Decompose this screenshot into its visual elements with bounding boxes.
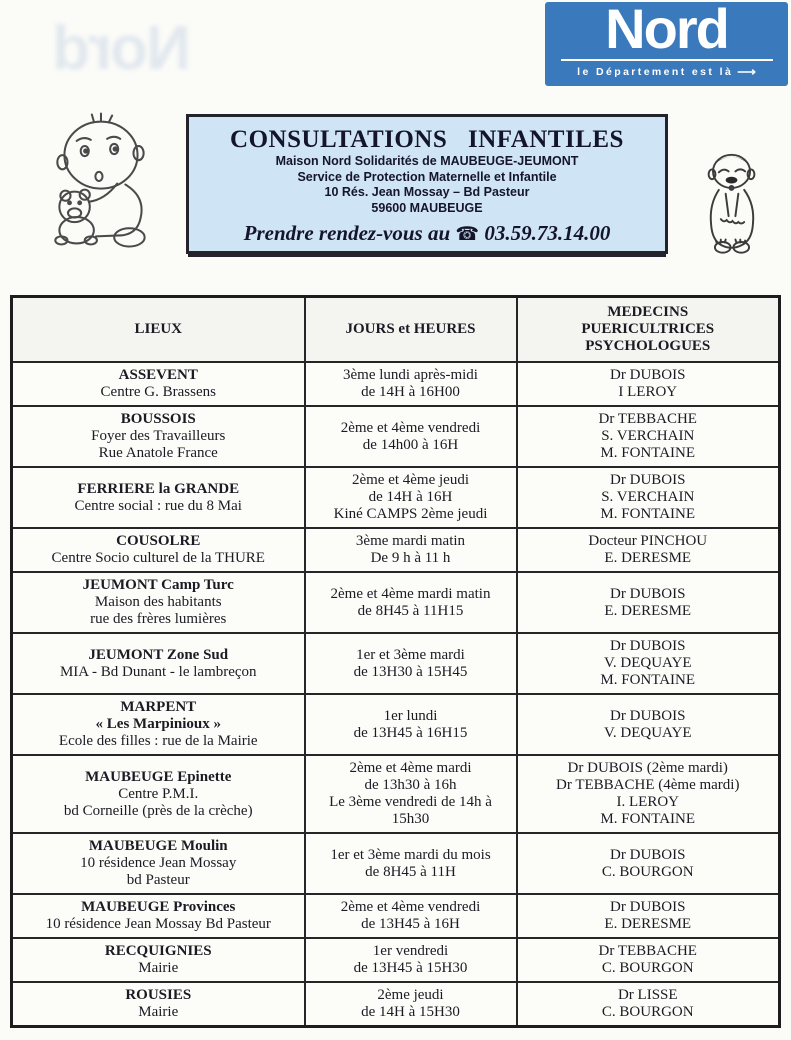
cell-lieu xyxy=(12,982,305,1027)
table-header-row xyxy=(12,297,780,363)
cell-medecins xyxy=(517,833,780,894)
cell-lieu-line: Centre social : rue du 8 Mai xyxy=(74,497,242,514)
cell-medecins xyxy=(517,406,780,467)
cell-medecins xyxy=(517,572,780,633)
cell-medecins xyxy=(517,528,780,572)
cell-jours-heures-line: 2ème jeudi xyxy=(377,987,444,1003)
cell-lieu-line: Rue Anatole France xyxy=(98,445,218,461)
phone-appointment-line xyxy=(189,221,665,246)
cell-lieu xyxy=(12,528,305,572)
cell-lieu-line: bd Pasteur xyxy=(126,872,190,888)
cell-lieu xyxy=(12,894,305,938)
cell-jours-heures-line: de 14H à 16H xyxy=(368,489,453,505)
cell-lieu-line: Centre Socio culturel de la THURE xyxy=(51,550,265,566)
cell-jours-heures-line: de 8H45 à 11H xyxy=(365,863,456,880)
table-row xyxy=(12,694,780,755)
cell-medecins-line: Dr DUBOIS xyxy=(610,367,686,383)
consultations-header-box xyxy=(186,114,668,254)
cell-medecins xyxy=(517,755,780,833)
cell-lieu xyxy=(12,406,305,467)
cell-jours-heures xyxy=(305,694,517,755)
cell-jours-heures-line: 1er lundi xyxy=(383,707,438,724)
cell-jours-heures-line: de 13H45 à 15H30 xyxy=(353,960,468,976)
cell-medecins-line: Dr LISSE xyxy=(617,987,678,1003)
table-row xyxy=(12,528,780,572)
cell-jours-heures-line: de 13h30 à 16h xyxy=(364,777,457,793)
cell-medecins-line: I LEROY xyxy=(618,384,678,400)
cell-jours-heures-line: de 13H30 à 15H45 xyxy=(353,663,468,680)
header-psychologues-label: PSYCHOLOGUES xyxy=(585,338,711,354)
cell-jours-heures xyxy=(305,633,517,694)
cell-medecins-line: Dr DUBOIS xyxy=(610,585,686,602)
cell-medecins-line: Dr DUBOIS xyxy=(610,472,686,488)
header-puericultrices-label: PUERICULTRICES xyxy=(581,321,715,337)
nord-logo-wordmark: Nord xyxy=(605,0,728,60)
cell-lieu-line: JEUMONT Zone Sud xyxy=(88,646,229,663)
cell-medecins-line: V. DEQUAYE xyxy=(603,655,692,671)
cell-medecins-line: Docteur PINCHOU xyxy=(588,533,708,549)
cell-medecins xyxy=(517,633,780,694)
cell-lieu-line: MAUBEUGE Moulin xyxy=(88,838,228,854)
cell-lieu xyxy=(12,467,305,528)
cell-medecins-line: Dr DUBOIS xyxy=(610,638,686,654)
nord-tagline-text: le Département est là xyxy=(577,66,734,78)
cell-lieu-line: MIA - Bd Dunant - le lambreçon xyxy=(59,663,257,680)
consultations-schedule-table xyxy=(10,295,781,1028)
cell-jours-heures-line: de 8H45 à 11H15 xyxy=(357,602,464,619)
cell-lieu-line: rue des frères lumières xyxy=(90,611,227,627)
cell-lieu xyxy=(12,633,305,694)
table-row xyxy=(12,982,780,1027)
cell-jours-heures xyxy=(305,833,517,894)
cell-medecins-line: Dr DUBOIS (2ème mardi) xyxy=(567,760,728,776)
cell-medecins-line: I. LEROY xyxy=(616,794,679,810)
table-row xyxy=(12,572,780,633)
cell-jours-heures-line: de 14H à 15H30 xyxy=(361,1004,460,1020)
cell-lieu xyxy=(12,833,305,894)
cell-jours-heures xyxy=(305,528,517,572)
cell-medecins-line: Dr DUBOIS xyxy=(610,899,686,915)
cell-lieu-line: MARPENT xyxy=(120,699,197,715)
cell-lieu-line: JEUMONT Camp Turc xyxy=(82,577,234,593)
cell-jours-heures-line: 2ème et 4ème vendredi xyxy=(340,899,481,915)
cell-medecins-line: S. VERCHAIN xyxy=(601,489,695,505)
document-title: CONSULTATIONS INFANTILES xyxy=(230,126,624,153)
cell-jours-heures xyxy=(305,938,517,982)
org-line-2: Service de Protection Maternelle et Infantile xyxy=(297,169,557,184)
cell-medecins-line: E. DERESME xyxy=(604,602,692,619)
table-row xyxy=(12,633,780,694)
header-lieux-label: LIEUX xyxy=(134,321,182,337)
cell-jours-heures xyxy=(305,982,517,1027)
table-row xyxy=(12,406,780,467)
cell-lieu-line: Centre G. Brassens xyxy=(100,384,216,400)
cell-jours-heures-line: 3ème lundi après-midi xyxy=(343,367,478,383)
cell-medecins-line: M. FONTAINE xyxy=(600,672,696,688)
crouching-baby-illustration xyxy=(692,148,772,260)
cell-lieu-line: Ecole des filles : rue de la Mairie xyxy=(58,733,258,749)
cell-lieu-line: Foyer des Travailleurs xyxy=(91,428,226,444)
cell-jours-heures xyxy=(305,894,517,938)
cell-medecins xyxy=(517,982,780,1027)
cell-medecins-line: Dr TEBBACHE xyxy=(598,411,697,427)
phone-number: 03.59.73.14.00 xyxy=(484,221,611,245)
cell-medecins-line: C. BOURGON xyxy=(601,960,694,976)
cell-jours-heures-line: 1er vendredi xyxy=(372,943,449,959)
cell-lieu xyxy=(12,694,305,755)
baby-with-teddy-illustration xyxy=(36,112,168,250)
org-city-line: 59600 MAUBEUGE xyxy=(371,200,483,215)
cell-medecins-line: Dr DUBOIS xyxy=(610,846,686,863)
cell-lieu-line: Mairie xyxy=(138,1004,179,1020)
cell-jours-heures xyxy=(305,572,517,633)
table-row xyxy=(12,894,780,938)
cell-lieu-line: Mairie xyxy=(138,960,179,976)
phone-label: Prendre rendez-vous au xyxy=(243,221,451,245)
cell-jours-heures-line: 1er et 3ème mardi du mois xyxy=(330,846,491,863)
table-row xyxy=(12,362,780,406)
cell-jours-heures xyxy=(305,755,517,833)
cell-lieu-line: RECQUIGNIES xyxy=(104,943,212,959)
column-header-medecins xyxy=(517,297,780,363)
cell-lieu-line: Maison des habitants xyxy=(94,594,222,610)
cell-jours-heures-line: Kiné CAMPS 2ème jeudi xyxy=(333,506,488,522)
cell-jours-heures-line: Le 3ème vendredi de 14h à 15h30 xyxy=(329,794,492,827)
org-address-line: 10 Rés. Jean Mossay – Bd Pasteur xyxy=(324,185,530,199)
cell-jours-heures-line: de 13H45 à 16H xyxy=(361,916,460,932)
cell-medecins xyxy=(517,694,780,755)
cell-medecins xyxy=(517,894,780,938)
cell-jours-heures-line: 2ème et 4ème jeudi xyxy=(351,472,470,488)
cell-jours-heures-line: de 13H45 à 16H15 xyxy=(353,724,468,741)
table-row xyxy=(12,833,780,894)
cell-medecins xyxy=(517,467,780,528)
cell-medecins-line: E. DERESME xyxy=(604,550,692,566)
cell-jours-heures-line: 3ème mardi matin xyxy=(355,533,466,549)
cell-medecins-line: Dr TEBBACHE xyxy=(598,943,697,959)
cell-lieu-line: « Les Marpinioux » xyxy=(95,716,221,732)
nord-department-logo xyxy=(545,2,788,86)
right-arrow-icon: ⟶ xyxy=(737,64,756,79)
table-row xyxy=(12,938,780,982)
cell-jours-heures xyxy=(305,406,517,467)
cell-medecins-line: C. BOURGON xyxy=(601,1004,694,1020)
column-header-jours-heures xyxy=(305,297,517,363)
cell-jours-heures-line: de 14H à 16H00 xyxy=(361,384,460,400)
header-medecins-label: MEDECINS xyxy=(607,304,689,320)
cell-jours-heures-line: 1er et 3ème mardi xyxy=(356,646,465,663)
telephone-icon: ☎ xyxy=(455,223,480,245)
cell-lieu-line: 10 résidence Jean Mossay Bd Pasteur xyxy=(45,916,271,932)
cell-medecins xyxy=(517,362,780,406)
cell-medecins xyxy=(517,938,780,982)
cell-lieu xyxy=(12,572,305,633)
cell-lieu xyxy=(12,938,305,982)
cell-medecins-line: C. BOURGON xyxy=(601,863,694,880)
cell-medecins-line: M. FONTAINE xyxy=(600,445,696,461)
cell-medecins-line: S. VERCHAIN xyxy=(601,428,695,444)
cell-medecins-line: M. FONTAINE xyxy=(600,506,696,522)
cell-lieu-line: COUSOLRE xyxy=(116,533,201,549)
cell-lieu-line: ROUSIES xyxy=(125,987,192,1003)
cell-medecins-line: E. DERESME xyxy=(604,916,692,932)
cell-lieu-line: ASSEVENT xyxy=(118,367,198,383)
cell-jours-heures-line: 2ème et 4ème vendredi xyxy=(340,419,481,436)
cell-lieu-line: FERRIERE la GRANDE xyxy=(77,480,240,497)
cell-jours-heures xyxy=(305,467,517,528)
cell-medecins-line: Dr DUBOIS xyxy=(610,707,686,724)
cell-lieu xyxy=(12,755,305,833)
cell-lieu-line: bd Corneille (près de la crèche) xyxy=(63,802,253,819)
cell-lieu-line: Centre P.M.I. xyxy=(118,785,199,802)
cell-jours-heures-line: De 9 h à 11 h xyxy=(370,550,451,566)
table-row xyxy=(12,755,780,833)
cell-jours-heures-line: 2ème et 4ème mardi matin xyxy=(330,585,491,602)
cell-medecins-line: M. FONTAINE xyxy=(600,811,696,827)
cell-medecins-line: V. DEQUAYE xyxy=(603,724,692,741)
nord-logo-tagline xyxy=(561,59,773,80)
cell-lieu-line: MAUBEUGE Provinces xyxy=(81,899,236,915)
cell-lieu-line: MAUBEUGE Epinette xyxy=(85,768,232,785)
table-row xyxy=(12,467,780,528)
cell-lieu-line: 10 résidence Jean Mossay xyxy=(80,855,237,871)
org-line-1: Maison Nord Solidarités de MAUBEUGE-JEUMONT xyxy=(275,154,579,168)
cell-lieu-line: BOUSSOIS xyxy=(120,411,196,427)
cell-lieu xyxy=(12,362,305,406)
column-header-lieux xyxy=(12,297,305,363)
cell-jours-heures xyxy=(305,362,517,406)
bleed-through-mirrored-logo: Nord xyxy=(54,14,191,83)
header-jours-label: JOURS et HEURES xyxy=(345,321,476,337)
cell-jours-heures-line: de 14h00 à 16H xyxy=(362,436,459,453)
cell-medecins-line: Dr TEBBACHE (4ème mardi) xyxy=(556,777,740,793)
cell-jours-heures-line: 2ème et 4ème mardi xyxy=(349,760,472,776)
